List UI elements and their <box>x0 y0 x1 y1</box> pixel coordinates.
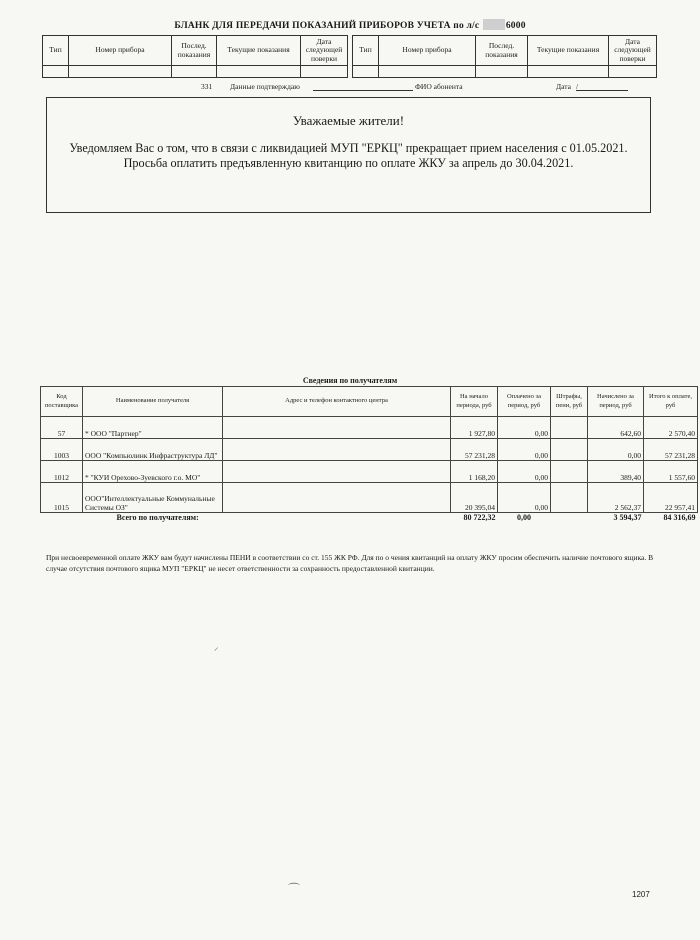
account-suffix: 6000 <box>505 21 526 31</box>
row-total: 2 570,40 <box>644 417 698 439</box>
row-charged: 642,60 <box>588 417 644 439</box>
row-address <box>223 483 451 513</box>
meter-cell <box>353 66 379 78</box>
scan-mark: ⸝ <box>214 642 219 652</box>
row-total: 22 957,41 <box>644 483 698 513</box>
col-last-reading: Послед. показания <box>476 36 528 66</box>
row-paid: 0,00 <box>498 439 551 461</box>
col-meter-number: Номер прибора <box>69 36 172 66</box>
totals-label: Всего по получателям: <box>116 513 199 522</box>
meter-table-right <box>352 35 657 78</box>
row-charged: 0,00 <box>588 439 644 461</box>
totals-total: 84 316,69 <box>663 513 696 522</box>
col-start: На начало периода, руб <box>451 387 498 417</box>
row-code: 1015 <box>41 483 83 513</box>
row-address <box>223 417 451 439</box>
row-start: 1 168,20 <box>451 461 498 483</box>
totals-charged: 3 594,37 <box>613 513 642 522</box>
notice-body <box>47 141 650 171</box>
date-label: Дата <box>556 82 571 91</box>
row-start: 20 395,04 <box>451 483 498 513</box>
col-type: Тип <box>43 36 69 66</box>
col-current-reading: Текущие показания <box>217 36 301 66</box>
col-address: Адрес и телефон контактного центра <box>223 387 451 417</box>
confirmation-line <box>0 82 700 94</box>
row-charged: 2 562,37 <box>588 483 644 513</box>
row-paid: 0,00 <box>498 483 551 513</box>
row-total: 57 231,28 <box>644 439 698 461</box>
col-paid: Оплачено за период, руб <box>498 387 551 417</box>
totals-row <box>41 513 698 527</box>
totals-fines <box>551 513 588 527</box>
form-title-text: БЛАНК ДЛЯ ПЕРЕДАЧИ ПОКАЗАНИЙ ПРИБОРОВ УЧЕТА по л/с <box>174 21 480 31</box>
recipients-title: Сведения по получателям <box>302 376 398 385</box>
meter-cell <box>43 66 69 78</box>
notice-box <box>46 97 651 213</box>
recipients-table <box>40 386 698 527</box>
notice-line-2: Просьба оплатить предъявленную квитанцию по оплате ЖКУ за апрель до 30.04.2021. <box>123 156 574 170</box>
row-start: 1 927,80 <box>451 417 498 439</box>
row-paid: 0,00 <box>498 417 551 439</box>
meter-cell <box>528 66 609 78</box>
meter-table-left <box>42 35 348 78</box>
notice-line-1: Уведомляем Вас о том, что в связи с ликвидацией МУП "ЕРКЦ" прекращает прием населения с 01.05.2021. <box>69 141 628 155</box>
meter-cell <box>476 66 528 78</box>
confirm-code: 331 <box>201 82 213 91</box>
meter-cell <box>217 66 301 78</box>
confirm-label: Данные подтверждаю <box>230 82 300 91</box>
footnote: При несвоевременной оплате ЖКУ вам будут начислены ПЕНИ в соответствии со ст. 155 ЖК РФ. Для по о чения квитанций на оплату ЖКУ просим обеспечить наличие почтового ящика. В случае отсутствия почтового ящика МУП "ЕРКЦ" не несет ответственности за сохранность предоставленной квитанции. <box>46 553 654 573</box>
row-address <box>223 461 451 483</box>
redacted-account <box>483 19 505 30</box>
form-title <box>0 19 700 31</box>
col-meter-number: Номер прибора <box>379 36 476 66</box>
col-next-verification: Дата следующей поверки <box>609 36 657 66</box>
meter-cell <box>172 66 217 78</box>
meter-cell <box>379 66 476 78</box>
row-fines <box>551 461 588 483</box>
col-name: Наименование получателя <box>83 387 223 417</box>
row-name: ООО"Интеллектуальные Коммунальные Системы ОЗ" <box>83 483 223 513</box>
row-paid: 0,00 <box>498 461 551 483</box>
date-separator: / <box>576 82 579 91</box>
page-number: 1207 <box>632 890 650 899</box>
row-address <box>223 439 451 461</box>
meter-cell <box>69 66 172 78</box>
notice-greeting: Уважаемые жители! <box>292 113 405 128</box>
row-start: 57 231,28 <box>451 439 498 461</box>
col-next-verification: Дата следующей поверки <box>301 36 348 66</box>
row-fines <box>551 417 588 439</box>
table-row <box>41 461 698 483</box>
meter-cell <box>301 66 348 78</box>
table-row <box>41 417 698 439</box>
scan-mark: ⌒ <box>288 882 301 896</box>
row-code: 57 <box>41 417 83 439</box>
row-charged: 389,40 <box>588 461 644 483</box>
col-type: Тип <box>353 36 379 66</box>
row-code: 1012 <box>41 461 83 483</box>
row-name: * ООО "Партнер" <box>83 417 223 439</box>
totals-start: 80 722,32 <box>463 513 496 522</box>
col-last-reading: Послед. показания <box>172 36 217 66</box>
fio-label: ФИО абонента <box>415 82 463 91</box>
totals-paid: 0,00 <box>517 513 531 522</box>
row-code: 1003 <box>41 439 83 461</box>
table-row <box>41 483 698 513</box>
col-code: Код поставщика <box>41 387 83 417</box>
col-total: Итого к оплате, руб <box>644 387 698 417</box>
row-fines <box>551 439 588 461</box>
col-charged: Начислено за период, руб <box>588 387 644 417</box>
row-name: ООО "Компьюлинк Инфраструктура ЛД" <box>83 439 223 461</box>
meter-cell <box>609 66 657 78</box>
table-row <box>41 439 698 461</box>
row-total: 1 557,60 <box>644 461 698 483</box>
col-fines: Штрафы, пени, руб <box>551 387 588 417</box>
row-name: * "КУИ Орехово-Зуевского г.о. МО" <box>83 461 223 483</box>
row-fines <box>551 483 588 513</box>
col-current-reading: Текущие показания <box>528 36 609 66</box>
